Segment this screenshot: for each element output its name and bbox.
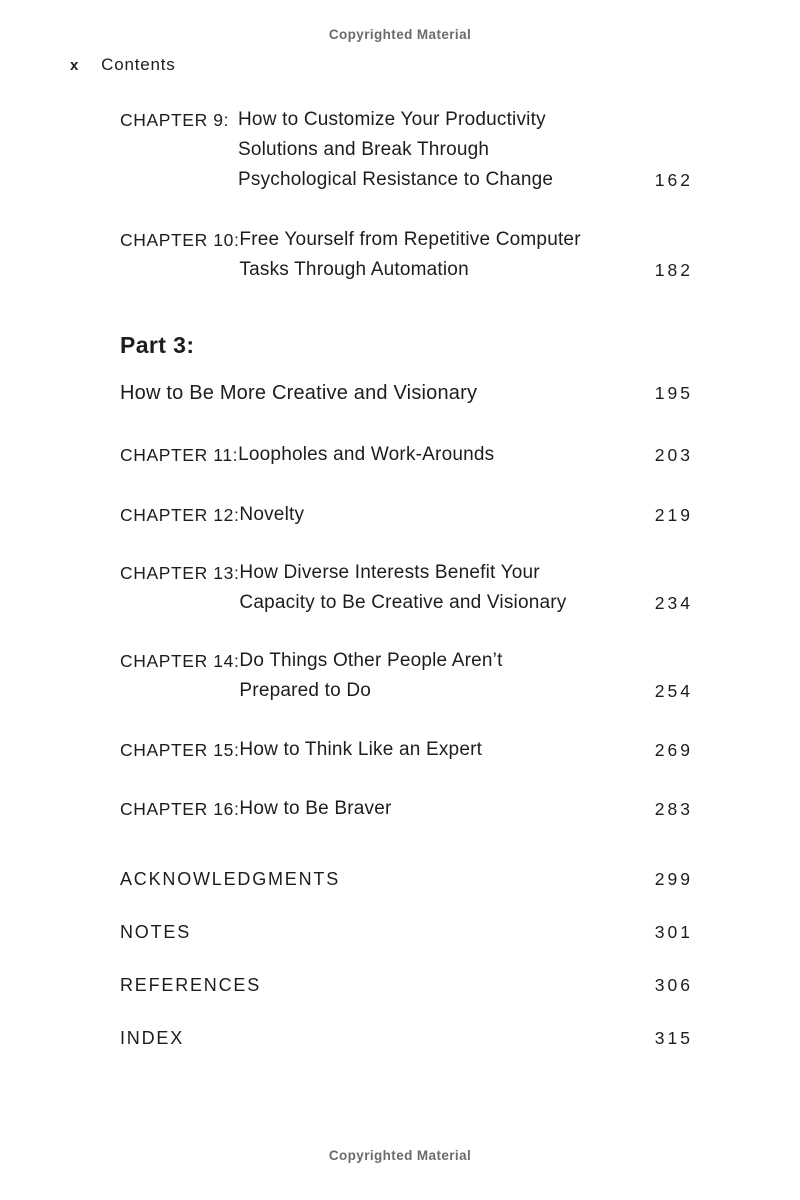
chapter-label: CHAPTER 16: [120, 799, 240, 819]
copyright-notice-bottom: Copyrighted Material [328, 1148, 472, 1163]
chapter-title [238, 440, 643, 470]
back-matter-label: INDEX [120, 1028, 185, 1048]
page-number: 269 [654, 740, 693, 760]
chapter-title [238, 105, 643, 195]
page-number: 234 [654, 593, 693, 613]
page-number: 315 [654, 1028, 693, 1048]
chapter-title [239, 646, 642, 706]
chapter-title-line: How to Think Like an Expert [239, 739, 483, 760]
chapter-title-line: Do Things Other People Aren’t [239, 650, 503, 671]
chapter-label: CHAPTER 13: [120, 563, 240, 583]
chapter-title [239, 500, 642, 530]
chapter-label: CHAPTER 9: [120, 110, 230, 130]
page-number: 306 [654, 975, 693, 995]
chapter-title-line: Prepared to Do [239, 680, 372, 701]
chapter-title-line: How to Be Braver [239, 798, 392, 819]
toc-entry-notes [120, 917, 693, 947]
page-number: 219 [654, 505, 693, 525]
toc-entry-chapter-13 [120, 558, 693, 618]
chapter-label: CHAPTER 11: [120, 445, 239, 465]
toc-entry-chapter-16 [120, 794, 693, 824]
chapter-label: CHAPTER 12: [120, 505, 240, 525]
chapter-label: CHAPTER 15: [120, 740, 240, 760]
toc-entry-chapter-14 [120, 646, 693, 706]
chapter-title-line: Capacity to Be Creative and Visionary [239, 592, 567, 613]
back-matter-label: NOTES [120, 922, 192, 942]
chapter-title [239, 794, 642, 824]
chapter-title [239, 735, 642, 765]
chapter-label: CHAPTER 14: [120, 651, 240, 671]
back-matter-label: ACKNOWLEDGMENTS [120, 869, 341, 889]
toc-entry-chapter-11 [120, 440, 693, 470]
chapter-title-line: Solutions and Break Through [238, 139, 490, 160]
page-number: 299 [654, 869, 693, 889]
running-header [70, 55, 176, 75]
toc-entry-chapter-12 [120, 500, 693, 530]
page-number: 182 [654, 260, 693, 280]
toc-entry-chapter-15 [120, 735, 693, 765]
contents-header: Contents [101, 55, 176, 74]
page-number: 162 [654, 170, 693, 190]
page-number: 195 [654, 383, 693, 403]
page-number: 254 [654, 681, 693, 701]
part-title-row [120, 378, 693, 408]
chapter-title-line: How to Customize Your Productivity [238, 109, 546, 130]
page-number: 301 [654, 922, 693, 942]
part-title: How to Be More Creative and Visionary [120, 382, 478, 404]
chapter-title-line: Loopholes and Work-Arounds [238, 444, 495, 465]
toc-entry-acknowledgments [120, 864, 693, 894]
page-number: 203 [654, 445, 693, 465]
toc-entry-index [120, 1023, 693, 1053]
chapter-title [239, 225, 642, 285]
chapter-title-line: Psychological Resistance to Change [238, 169, 554, 190]
chapter-title-line: Novelty [239, 504, 305, 525]
toc-entry-chapter-10 [120, 225, 693, 285]
toc-entry-references [120, 970, 693, 1000]
chapter-title-line: Tasks Through Automation [239, 259, 469, 280]
part-heading: Part 3: [120, 332, 195, 358]
chapter-title-line: Free Yourself from Repetitive Computer [239, 229, 581, 250]
toc-entry-chapter-9 [120, 105, 693, 195]
back-matter-label: REFERENCES [120, 975, 262, 995]
copyright-notice-top: Copyrighted Material [328, 27, 472, 42]
chapter-label: CHAPTER 10: [120, 230, 240, 250]
folio-page-number: x [70, 57, 80, 74]
chapter-title [239, 558, 642, 618]
page-number: 283 [654, 799, 693, 819]
chapter-title-line: How Diverse Interests Benefit Your [239, 562, 540, 583]
table-of-contents [120, 105, 693, 1053]
